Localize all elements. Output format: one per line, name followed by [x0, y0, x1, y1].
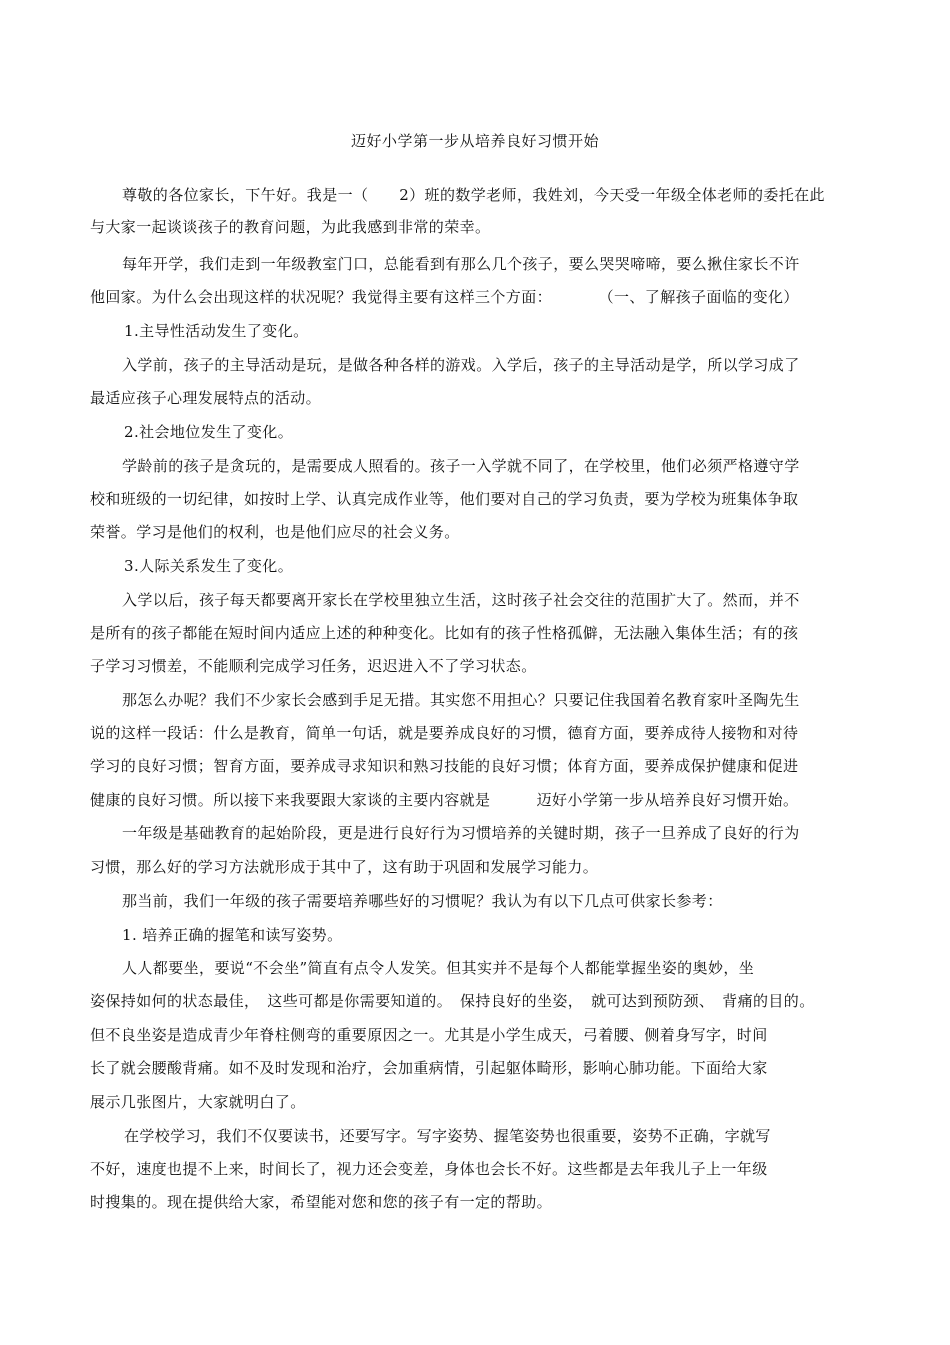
paragraph-line: 学习的良好习惯；智育方面，要养成寻求知识和熟习技能的良好习惯；体育方面，要养成保护健康和促进	[90, 757, 799, 775]
paragraph-line: 那当前，我们一年级的孩子需要培养哪些好的习惯呢？我认为有以下几点可供家长参考：	[122, 892, 723, 910]
section-heading: 2.社会地位发生了变化。	[124, 423, 294, 441]
paragraph-line: 尊敬的各位家长，下午好。我是一（ 2）班的数学老师，我姓刘，今天受一年级全体老师的委托在此	[122, 186, 825, 204]
paragraph-line: 子学习习惯差，不能顺利完成学习任务，迟迟进入不了学习状态。	[90, 657, 537, 675]
section-heading: 1.主导性活动发生了变化。	[124, 322, 309, 340]
paragraph-line: 不好，速度也提不上来，时间长了，视力还会变差，身体也会长不好。这些都是去年我儿子上一年级	[90, 1160, 768, 1178]
paragraph-line: 校和班级的一切纪律，如按时上学、认真完成作业等，他们要对自己的学习负责，要为学校为班集体争取	[90, 490, 799, 508]
paragraph-line: 但不良坐姿是造成青少年脊柱侧弯的重要原因之一。尤其是小学生成天，弓着腰、侧着身写字，时间	[90, 1026, 768, 1044]
paragraph-line: 一年级是基础教育的起始阶段，更是进行良好行为习惯培养的关键时期，孩子一旦养成了良好的行为	[122, 824, 800, 842]
paragraph-line: 姿保持如何的状态最佳， 这些可都是你需要知道的。 保持良好的坐姿， 就可达到预防颈、 背痛的目的。	[90, 992, 815, 1010]
paragraph-line: 入学以后，孩子每天都要离开家长在学校里独立生活，这时孩子社会交往的范围扩大了。然而，并不	[122, 591, 800, 609]
paragraph-line: 入学前，孩子的主导活动是玩，是做各种各样的游戏。入学后，孩子的主导活动是学，所以学习成了	[122, 356, 800, 374]
paragraph-line: 那怎么办呢？我们不少家长会感到手足无措。其实您不用担心？只要记住我国着名教育家叶圣陶先生	[122, 691, 800, 709]
paragraph-line: 长了就会腰酸背痛。如不及时发现和治疗，会加重病情，引起躯体畸形，影响心肺功能。下面给大家	[90, 1059, 768, 1077]
paragraph-line: 习惯，那么好的学习方法就形成于其中了，这有助于巩固和发展学习能力。	[90, 858, 599, 876]
section-heading: 3.人际关系发生了变化。	[124, 557, 294, 575]
paragraph-line: 他回家。为什么会出现这样的状况呢？我觉得主要有这样三个方面： （一、了解孩子面临的变化）	[90, 288, 799, 306]
paragraph-line: 荣誉。学习是他们的权利，也是他们应尽的社会义务。	[90, 523, 460, 541]
paragraph-line: 人人都要坐，要说“不会坐”简直有点令人发笑。但其实并不是每个人都能掌握坐姿的奥妙，坐	[122, 959, 755, 977]
paragraph-line: 最适应孩子心理发展特点的活动。	[90, 389, 322, 407]
paragraph-line: 与大家一起谈谈孩子的教育问题，为此我感到非常的荣幸。	[90, 218, 491, 236]
section-heading: 1. 培养正确的握笔和读写姿势。	[122, 926, 343, 944]
paragraph-line: 健康的良好习惯。所以接下来我要跟大家谈的主要内容就是 迈好小学第一步从培养良好习惯开始。	[90, 791, 799, 809]
paragraph-line: 学龄前的孩子是贪玩的，是需要成人照看的。孩子一入学就不同了，在学校里，他们必须严格遵守学	[122, 457, 800, 475]
paragraph-line: 每年开学，我们走到一年级教室门口，总能看到有那么几个孩子，要么哭哭啼啼，要么揪住家长不许	[122, 255, 800, 273]
document-title: 迈好小学第一步从培养良好习惯开始	[350, 132, 599, 150]
paragraph-line: 是所有的孩子都能在短时间内适应上述的种种变化。比如有的孩子性格孤僻，无法融入集体生活；有的孩	[90, 624, 799, 642]
paragraph-line: 在学校学习，我们不仅要读书，还要写字。写字姿势、握笔姿势也很重要，姿势不正确，字就写	[124, 1127, 771, 1145]
paragraph-line: 展示几张图片，大家就明白了。	[90, 1093, 306, 1111]
paragraph-line: 时搜集的。现在提供给大家，希望能对您和您的孩子有一定的帮助。	[90, 1193, 553, 1211]
paragraph-line: 说的这样一段话：什么是教育，简单一句话，就是要养成良好的习惯，德育方面，要养成待人接物和对待	[90, 724, 799, 742]
